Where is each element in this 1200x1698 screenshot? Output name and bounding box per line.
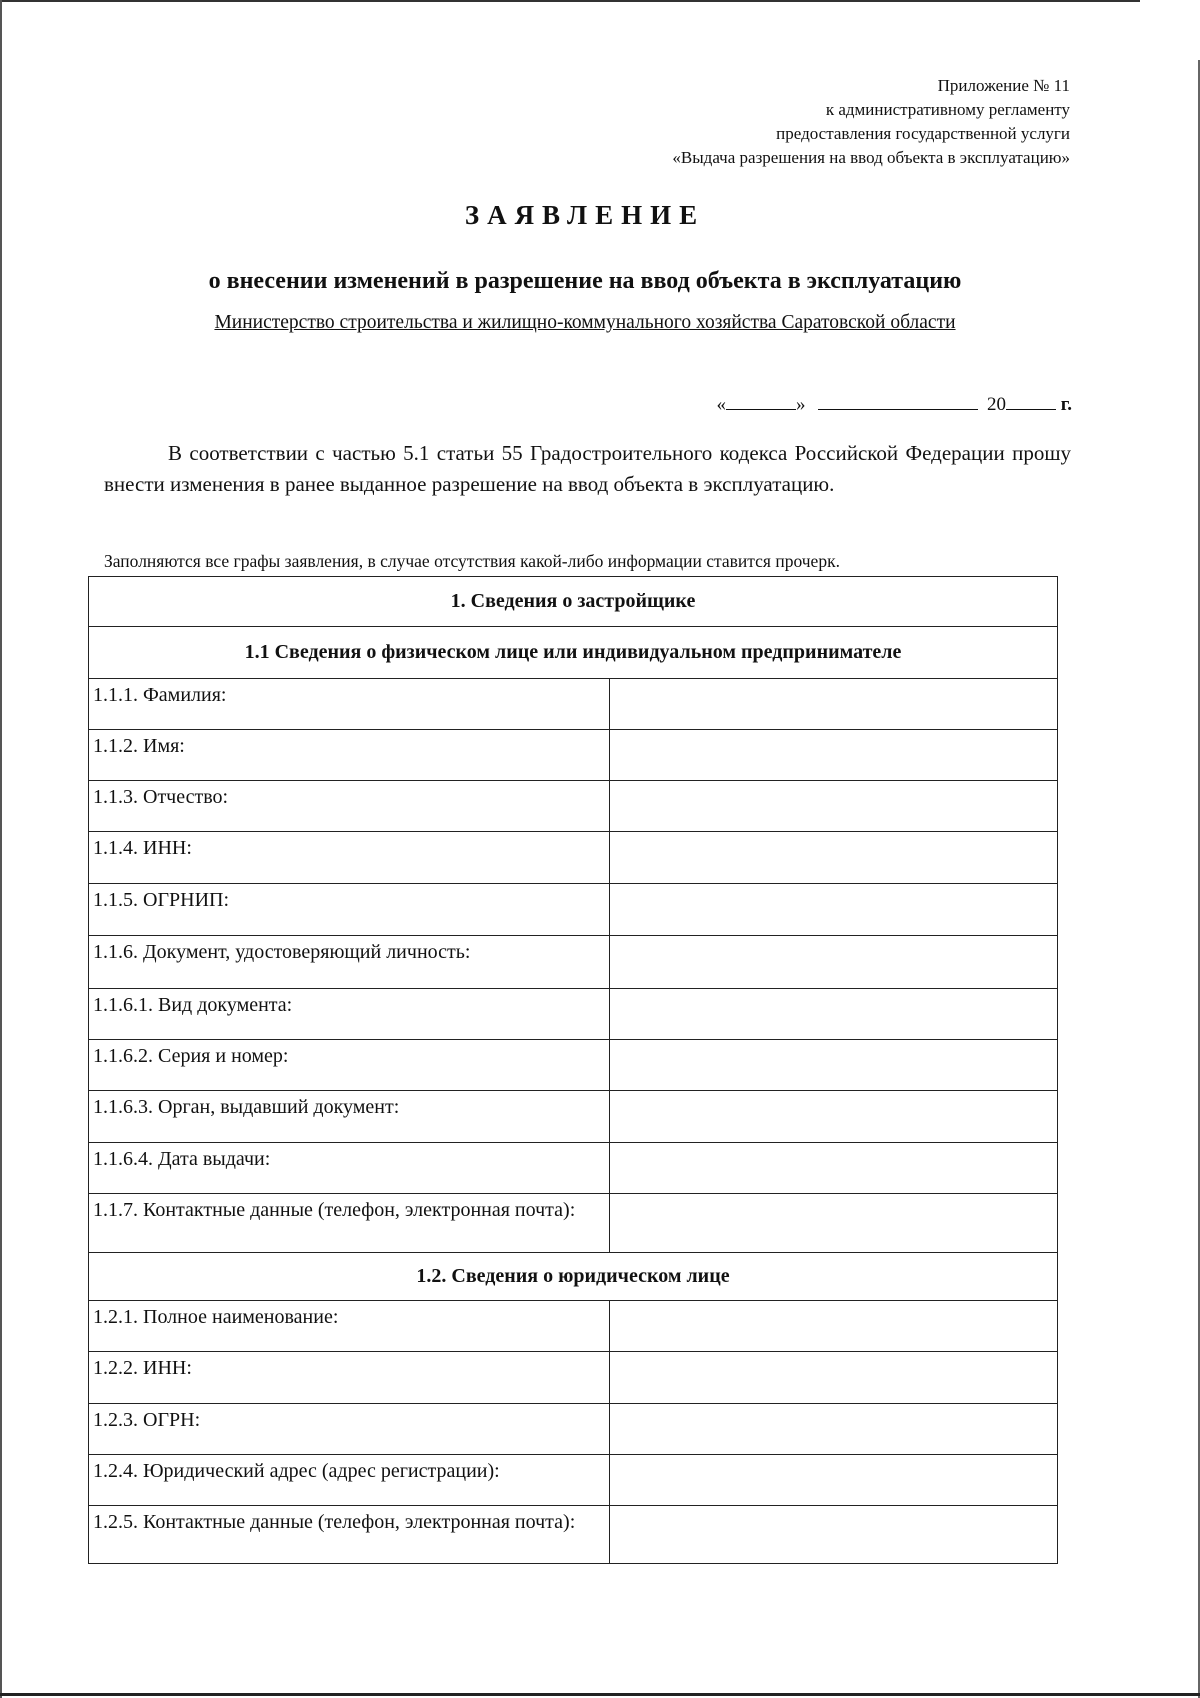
section-1-2-heading: 1.2. Сведения о юридическом лице [89,1253,1058,1301]
field-value[interactable] [610,989,1058,1040]
page-edge-top [0,0,1140,2]
field-value[interactable] [610,1143,1058,1194]
field-label: 1.2.2. ИНН: [89,1352,610,1404]
instruction-note: Заполняются все графы заявления, в случае отсутствия какой-либо информации ставится прочерк. [104,551,840,571]
field-value[interactable] [610,936,1058,989]
year-suffix: г. [1060,394,1072,415]
field-value[interactable] [610,1455,1058,1506]
field-label: 1.1.6.4. Дата выдачи: [89,1143,610,1194]
appendix-line-2: к административному регламенту [825,100,1070,119]
field-label: 1.1.6.3. Орган, выдавший документ: [89,1091,610,1143]
year-prefix: 20 [987,394,1006,415]
page-edge-left [0,0,2,1698]
appendix-line-4: «Выдача разрешения на ввод объекта в эксплуатацию» [672,148,1070,167]
field-value[interactable] [610,781,1058,832]
field-value[interactable] [610,1506,1058,1564]
appendix-header [672,74,1070,170]
appendix-number: Приложение № 11 [937,76,1070,95]
field-label: 1.1.6.1. Вид документа: [89,989,610,1040]
field-value[interactable] [610,1301,1058,1352]
authority-name: Министерство строительства и жилищно-коммунального хозяйства Саратовской области [214,312,956,333]
field-label: 1.2.5. Контактные данные (телефон, электронная почта): [89,1506,610,1564]
field-value[interactable] [610,832,1058,884]
field-label: 1.1.1. Фамилия: [89,679,610,730]
field-label: 1.1.5. ОГРНИП: [89,884,610,936]
field-value[interactable] [610,730,1058,781]
field-value[interactable] [610,1404,1058,1455]
field-label: 1.1.7. Контактные данные (телефон, электронная почта): [89,1194,610,1253]
date-line [717,393,1073,416]
field-value[interactable] [610,679,1058,730]
date-close-quote: » [796,394,806,415]
field-label: 1.1.4. ИНН: [89,832,610,884]
section-1-1-heading: 1.1 Сведения о физическом лице или индивидуальном предпринимателе [89,627,1058,679]
date-open-quote: « [716,394,726,415]
document-title: ЗАЯВЛЕНИЕ [464,200,706,230]
appendix-line-3: предоставления государственной услуги [776,124,1070,143]
day-blank[interactable] [726,393,796,410]
field-value[interactable] [610,1091,1058,1143]
field-label: 1.1.6. Документ, удостоверяющий личность: [89,936,610,989]
field-value[interactable] [610,1040,1058,1091]
field-value[interactable] [610,1194,1058,1253]
field-label: 1.2.1. Полное наименование: [89,1301,610,1352]
section-1-heading: 1. Сведения о застройщике [89,577,1058,627]
field-label: 1.1.2. Имя: [89,730,610,781]
field-value[interactable] [610,884,1058,936]
field-value[interactable] [610,1352,1058,1404]
page-edge-bottom [0,1693,1200,1696]
document-subtitle: о внесении изменений в разрешение на ввод объекта в эксплуатацию [208,268,962,294]
month-blank[interactable] [818,393,978,410]
year-blank[interactable] [1006,393,1056,410]
field-label: 1.1.6.2. Серия и номер: [89,1040,610,1091]
field-label: 1.2.3. ОГРН: [89,1404,610,1455]
applicant-form-table [88,576,1058,1564]
field-label: 1.1.3. Отчество: [89,781,610,832]
intro-paragraph: В соответствии с частью 5.1 статьи 55 Градостроительного кодекса Российской Федерации прошу внести изменения в ранее выданное разрешение на ввод объекта в эксплуатацию. [104,441,1071,496]
field-label: 1.2.4. Юридический адрес (адрес регистрации): [89,1455,610,1506]
